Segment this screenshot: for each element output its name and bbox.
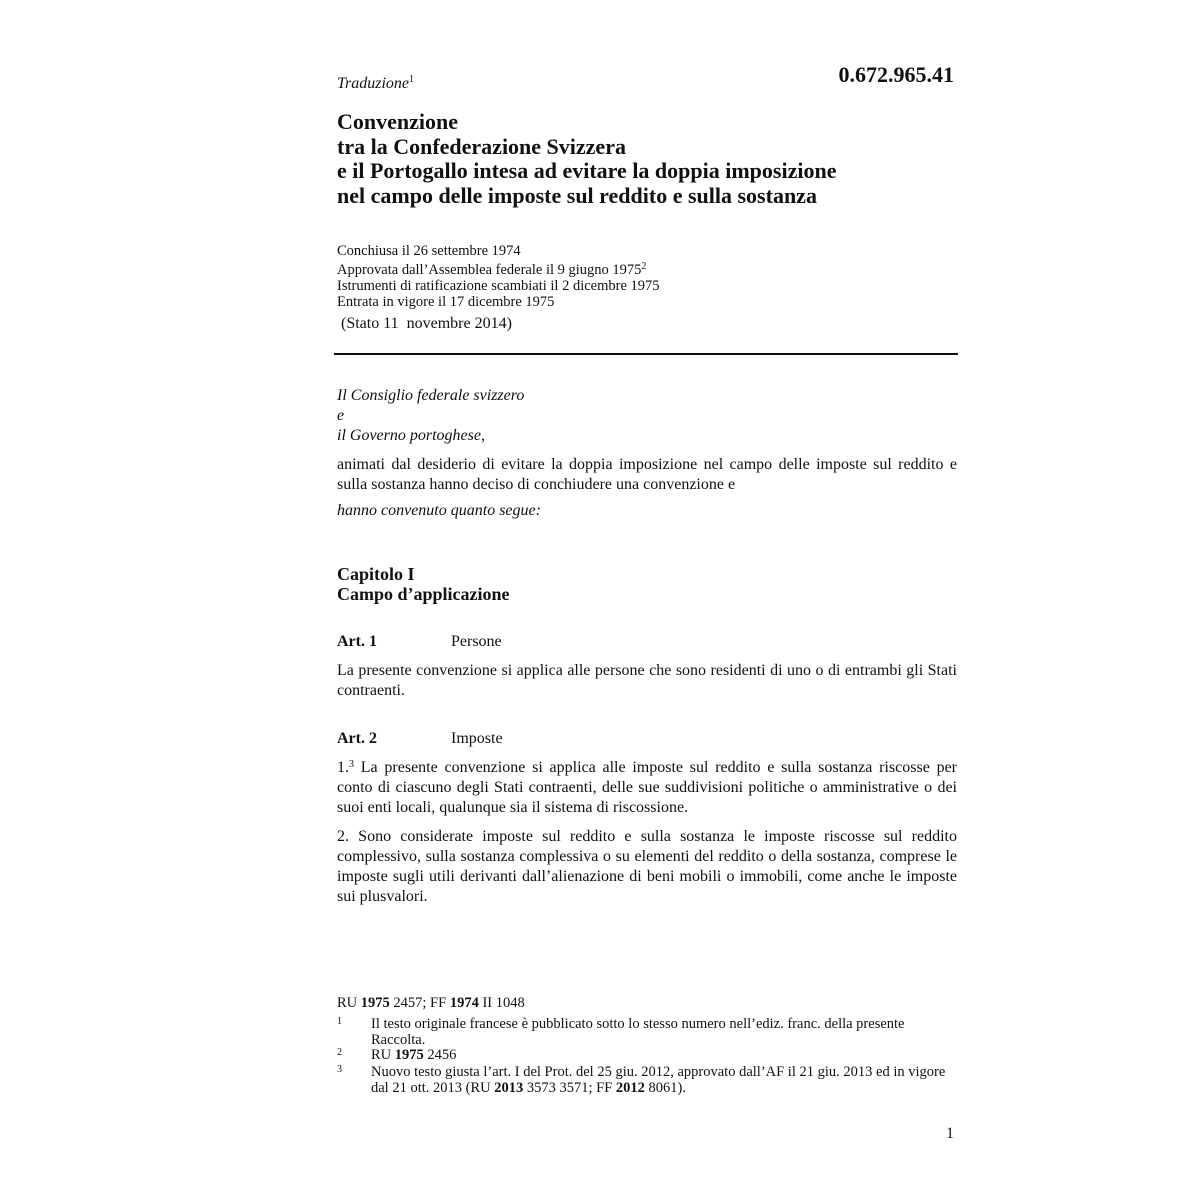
document-metadata [337,243,660,310]
article-number: Art. 1 [337,633,377,650]
paragraph-number: 1. [337,759,349,776]
sr-number: 0.672.965.41 [838,62,954,87]
preamble-agreed: hanno convenuto quanto segue: [337,502,541,519]
title-line-4: nel campo delle imposte sul reddito e sulla sostanza [337,182,817,208]
chapter-heading [337,564,510,604]
official-collection-reference [337,995,525,1012]
article-title: Persone [451,633,502,650]
article-2-paragraph-2: 2. Sono considerate imposte sul reddito e sulla sostanza le imposte riscosse sul reddito complessivo, sulla sostanza complessiva o su elementi del reddito o della sostanza, comprese le imposte sugli utili derivanti dall’alienazione di beni mobili o immobili, come anche le imposte sui plusvalori. [337,828,957,905]
party-portugal: il Governo portoghese, [337,427,485,444]
footnote-number: 2 [337,1047,342,1058]
entry-into-force-date: Entrata in vigore il 17 dicembre 1975 [337,294,555,310]
ff-year: 1974 [449,995,479,1011]
footnote-text-part: 3573 3571; FF [523,1080,616,1096]
contracting-parties [337,386,524,446]
footnote-number: 1 [337,1016,342,1027]
footnote-text-prefix: RU [371,1047,395,1063]
chapter-number: Capitolo I [337,564,415,584]
footnote-year: 2013 [494,1080,524,1096]
title-line-1: Convenzione [337,109,458,134]
footnote-ref-1[interactable]: 1 [409,74,415,85]
footnote-ref-2[interactable]: 2 [641,261,647,272]
preamble-text: animati dal desiderio di evitare la doppia imposizione nel campo delle imposte sul reddito e sulla sostanza hanno deciso di conchiudere una convenzione e [337,456,957,493]
header-divider [334,353,958,355]
footnote-text [371,1064,957,1096]
article-2-paragraph-1 [337,758,957,818]
ru-page: 2457; FF [389,995,450,1011]
footnote-text-part: Nuovo testo giusta l’art. I del Prot. del 25 giu. 2012, approvato dall’AF il 21 giu. 2013 ed in vigore dal 21 ott. 2013 (RU [371,1064,946,1096]
article-title: Imposte [451,730,503,747]
chapter-title: Campo d’applicazione [337,584,510,604]
footnote-year: 1975 [394,1047,424,1063]
footnote-2 [337,1047,957,1063]
ru-label: RU [337,995,361,1011]
footnote-text-part: 8061). [644,1080,687,1096]
paragraph-text: La presente convenzione si applica alle imposte sul reddito e sulla sostanza riscosse per conto di ciascuno degli Stati contraenti, delle sue suddivisioni politiche o amministrative o dei suoi enti locali, qualunque sia il sistema di riscossione. [337,759,957,816]
article-1-heading [337,633,737,653]
footnote-text [371,1047,957,1063]
footnote-ref-3[interactable]: 3 [349,759,354,770]
article-2-heading [337,730,737,750]
conclusion-date: Conchiusa il 26 settembre 1974 [337,243,521,259]
translation-text: Traduzione [337,75,410,92]
footnote-1 [337,1016,957,1048]
footnote-text: Il testo originale francese è pubblicato sotto lo stesso numero nell’ediz. franc. della presente Raccolta. [371,1016,905,1048]
footnote-3 [337,1064,957,1096]
translation-label [337,74,414,93]
party-switzerland: Il Consiglio federale svizzero [337,387,525,404]
party-conjunction: e [337,407,345,424]
page-number: 1 [946,1125,954,1142]
title-line-3: e il Portogallo intesa ad evitare la doppia imposizione [337,158,837,183]
footnote-year: 2012 [615,1080,645,1096]
footnote-text-suffix: 2456 [423,1047,457,1063]
title-line-2: tra la Confederazione Svizzera [337,133,626,159]
article-1-text: La presente convenzione si applica alle persone che sono residenti di uno o di entrambi gli Stati contraenti. [337,662,957,699]
ff-page: II 1048 [478,995,525,1011]
article-number: Art. 2 [337,730,377,747]
ratification-date: Istrumenti di ratificazione scambiati il 2 dicembre 1975 [337,278,660,294]
approval-text: Approvata dall’Assemblea federale il 9 giugno 1975 [337,262,642,278]
status-date: (Stato 11 novembre 2014) [341,315,512,332]
approval-date [337,259,660,278]
document-title [337,110,977,208]
footnote-number: 3 [337,1064,342,1075]
ru-year: 1975 [360,995,390,1011]
